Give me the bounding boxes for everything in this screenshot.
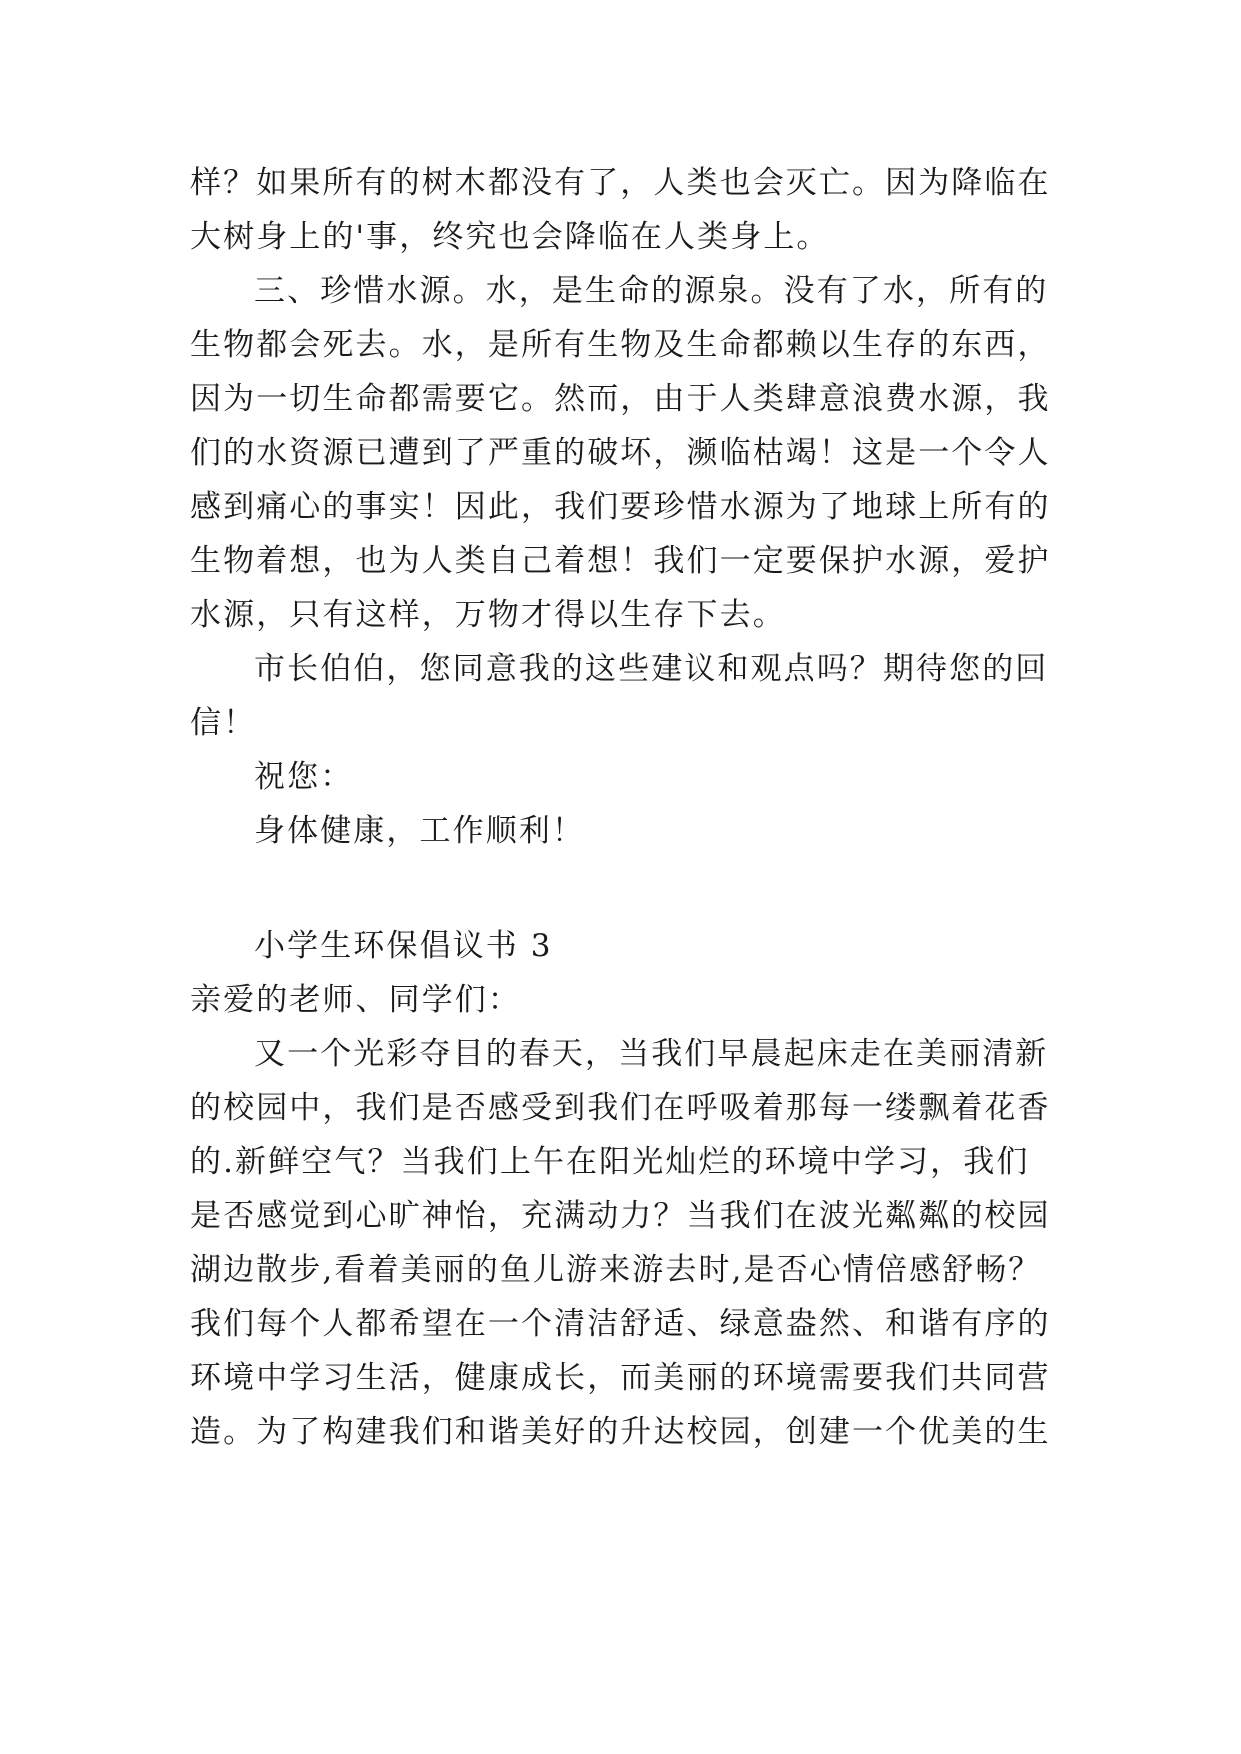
text-line: 感到痛心的事实！因此，我们要珍惜水源为了地球上所有的 — [190, 489, 1051, 525]
text-line: 水源，只有这样，万物才得以生存下去。 — [190, 597, 786, 633]
closing-salutation: 祝您： — [254, 759, 354, 795]
text-line: 的校园中，我们是否感受到我们在呼吸着那每一缕飘着花香 — [190, 1090, 1051, 1126]
text-line: 三、珍惜水源。水，是生命的源泉。没有了水，所有的 — [254, 273, 1049, 309]
text-line: 因为一切生命都需要它。然而，由于人类肆意浪费水源，我 — [190, 381, 1051, 417]
text-line: 生物着想，也为人类自己着想！我们一定要保护水源，爱护 — [190, 543, 1051, 579]
text-line: 湖边散步,看着美丽的鱼儿游来游去时,是否心情倍感舒畅？ — [190, 1252, 1042, 1288]
text-line: 信！ — [190, 705, 257, 741]
text-line: 生物都会死去。水，是所有生物及生命都赖以生存的东西， — [190, 327, 1051, 363]
text-line: 是否感觉到心旷神怡，充满动力？当我们在波光粼粼的校园 — [190, 1198, 1051, 1234]
text-line: 又一个光彩夺目的春天，当我们早晨起床走在美丽清新 — [254, 1036, 1049, 1072]
text-line: 造。为了构建我们和谐美好的升达校园，创建一个优美的生 — [190, 1414, 1051, 1450]
text-line: 市长伯伯，您同意我的这些建议和观点吗？期待您的回 — [254, 651, 1049, 687]
text-line: 的.新鲜空气？当我们上午在阳光灿烂的环境中学习，我们 — [190, 1144, 1030, 1180]
text-line: 大树身上的'事，终究也会降临在人类身上。 — [190, 219, 830, 255]
section-title: 小学生环保倡议书 3 — [254, 928, 553, 964]
closing-wish: 身体健康，工作顺利！ — [254, 813, 585, 849]
text-line: 样？如果所有的树木都没有了，人类也会灭亡。因为降临在 — [190, 165, 1051, 201]
greeting: 亲爱的老师、同学们： — [190, 982, 521, 1018]
text-line: 环境中学习生活，健康成长，而美丽的环境需要我们共同营 — [190, 1360, 1051, 1396]
text-line: 们的水资源已遭到了严重的破坏，濒临枯竭！这是一个令人 — [190, 435, 1051, 471]
text-line: 我们每个人都希望在一个清洁舒适、绿意盎然、和谐有序的 — [190, 1306, 1051, 1342]
